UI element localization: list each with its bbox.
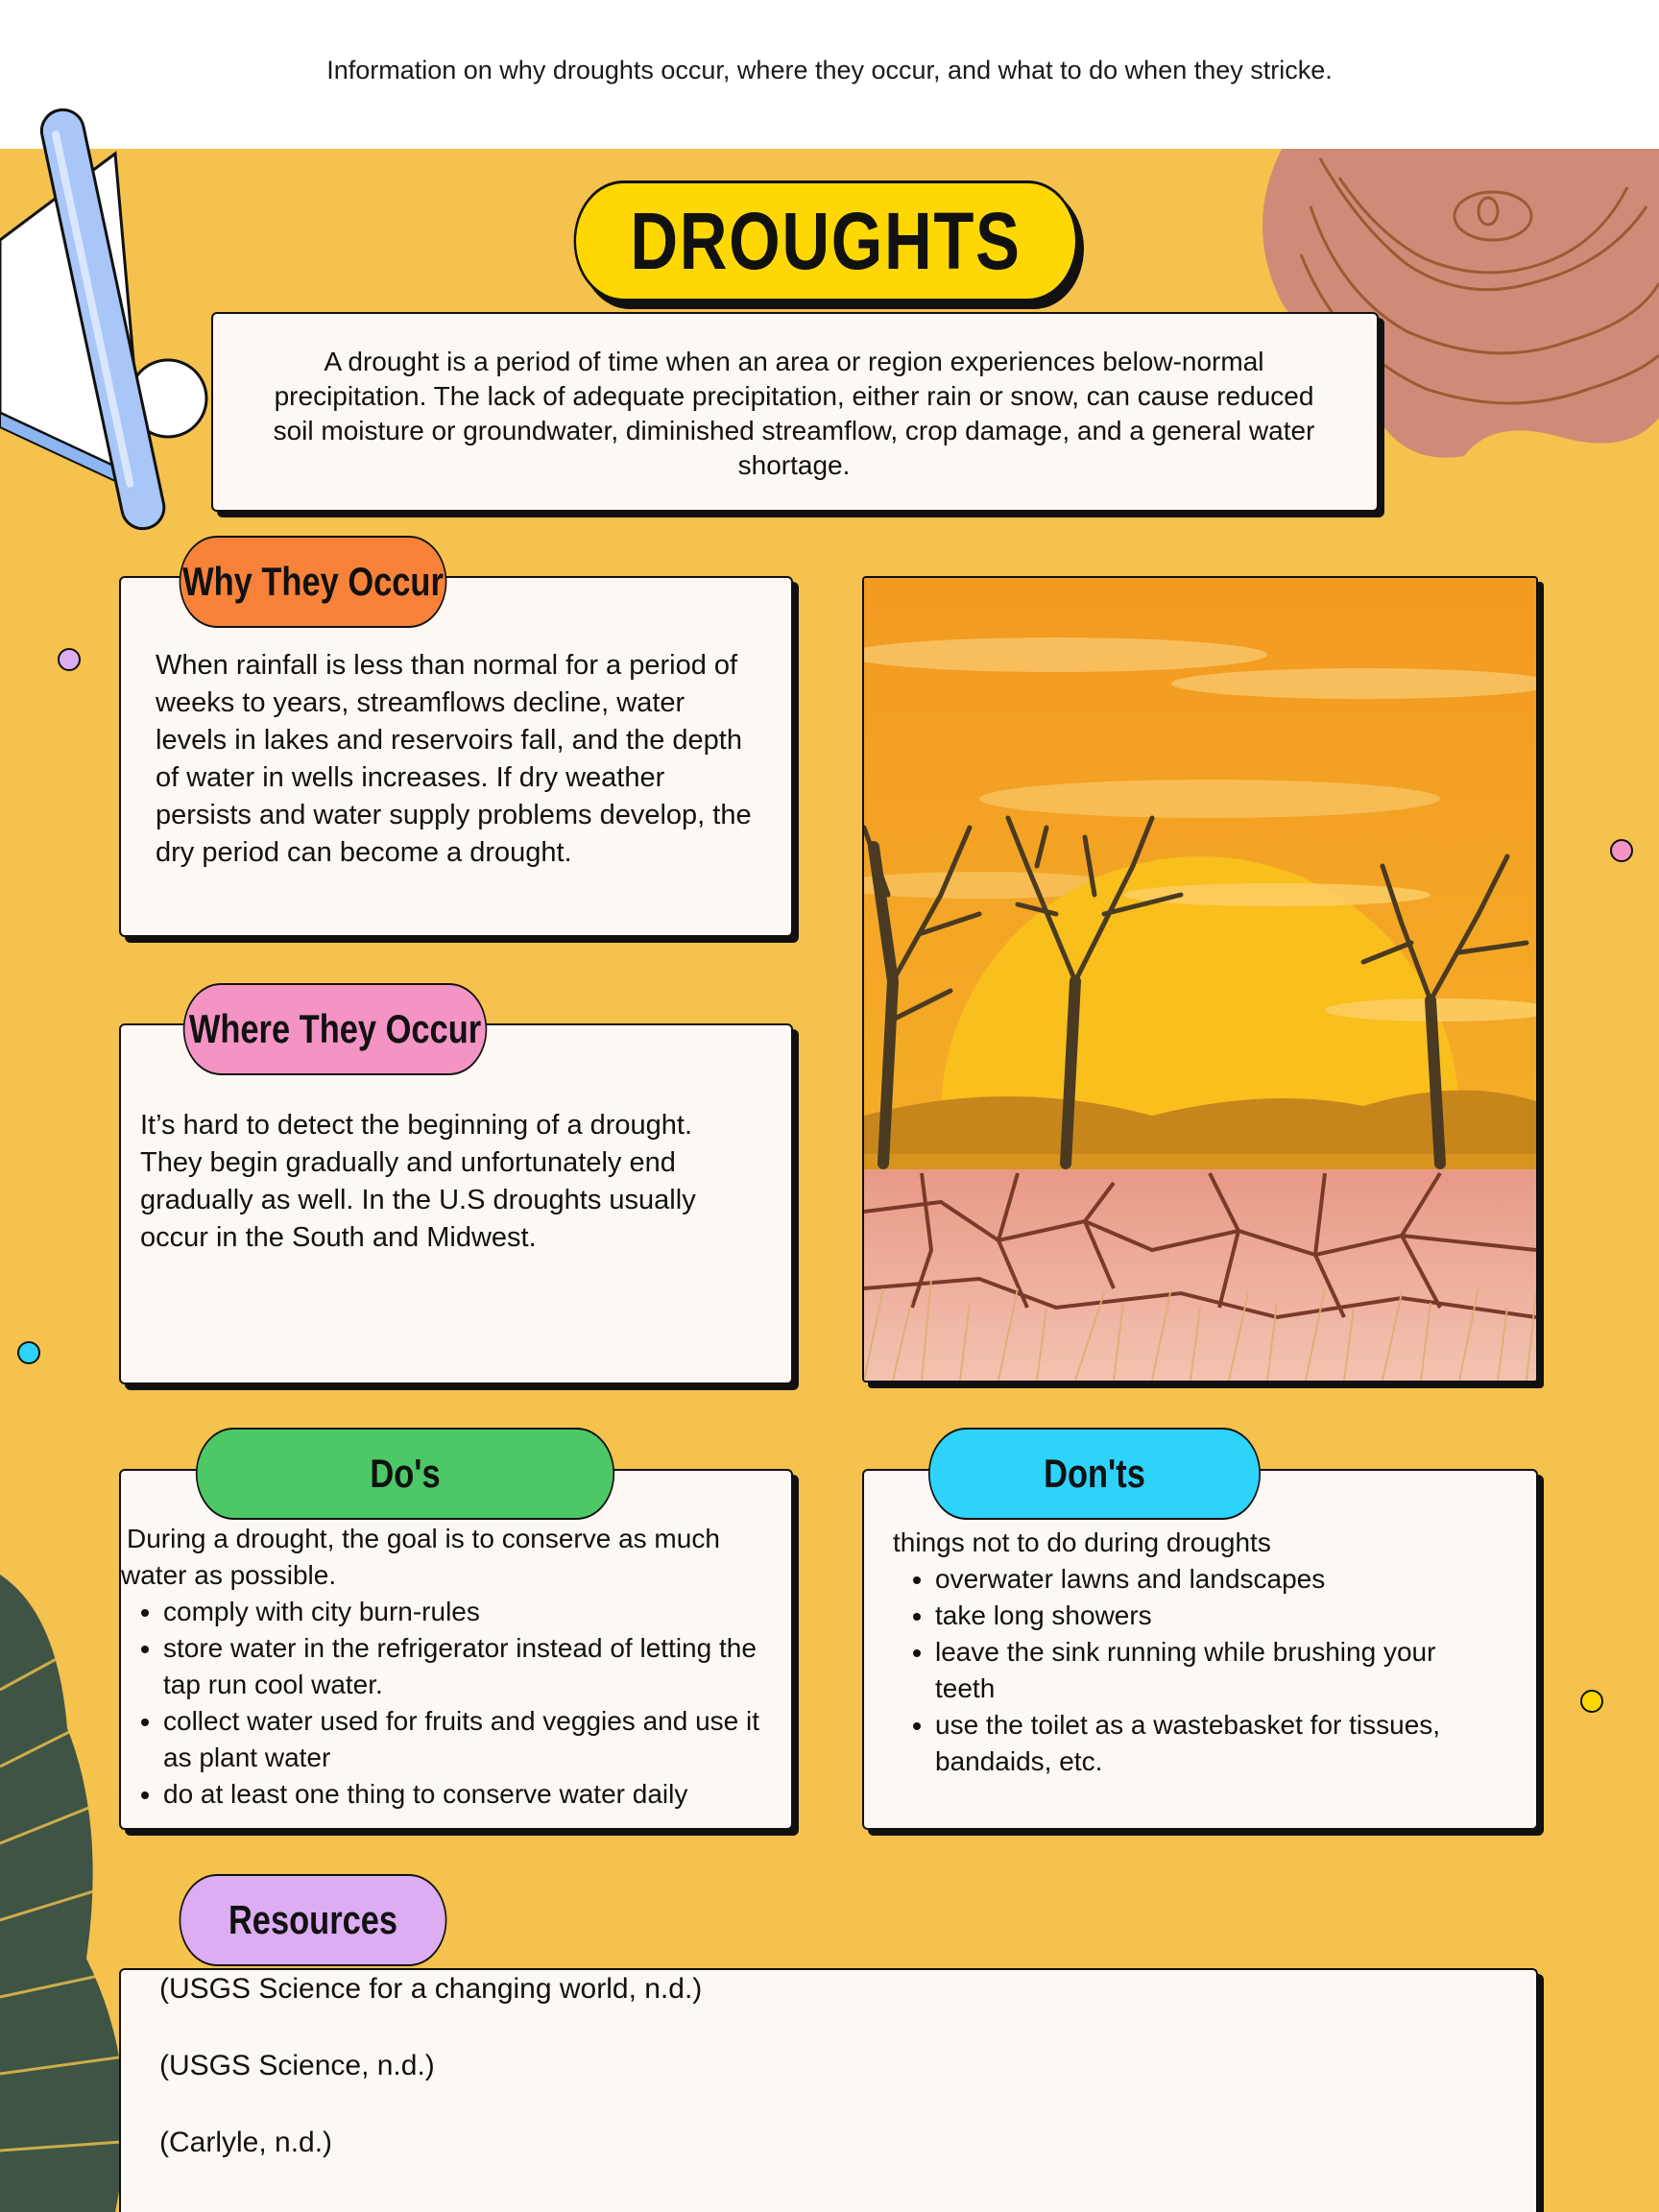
donts-intro: things not to do during droughts [893, 1527, 1271, 1557]
dos-list [121, 1594, 783, 1813]
donts-list [893, 1561, 1498, 1780]
resources-card [119, 1968, 1538, 2212]
definition-text: A drought is a period of time when an area or region experiences below-normal precipitation. The lack of adequate precipitation, either rain or snow, can cause reduced soil moisture or groundwater, diminished streamflow, crop damage, and a general water shortage. [273, 347, 1315, 480]
resource-item: (Carlyle, n.d.) [159, 2127, 333, 2158]
page-title: DROUGHTS [574, 180, 1078, 301]
resource-item: (USGS Science for a changing world, n.d.) [159, 1973, 703, 2005]
why-text: When rainfall is less than normal for a period of weeks to years, streamflows decline, water levels in lakes and reservoirs fall, and the depth of water in wells increases. If dry weather persists and water supply problems develop, the dry period can become a drought. [156, 650, 752, 868]
dos-heading: Do's [196, 1428, 614, 1520]
definition-card [211, 312, 1379, 512]
donts-heading: Don'ts [928, 1428, 1261, 1520]
donts-item: • leave the sink running while brushing your teeth [935, 1634, 1498, 1707]
donts-item: • overwater lawns and landscapes [935, 1561, 1498, 1598]
dot-yellow [1580, 1690, 1603, 1713]
donts-item: • take long showers [935, 1598, 1498, 1634]
where-card [119, 1023, 793, 1384]
dos-card [119, 1469, 793, 1830]
why-card [119, 576, 793, 937]
dot-purple [58, 648, 81, 671]
megaphone-icon [0, 96, 221, 538]
donts-item: • use the toilet as a wastebasket for tissues, bandaids, etc. [935, 1707, 1498, 1780]
donts-content [893, 1525, 1498, 1780]
dos-item: • do at least one thing to conserve water daily [163, 1776, 783, 1813]
where-heading: Where They Occur [183, 983, 488, 1075]
dos-item: • collect water used for fruits and veggies and use it as plant water [163, 1703, 783, 1776]
dos-item: • store water in the refrigerator instead of letting the tap run cool water. [163, 1630, 783, 1703]
why-heading: Why They Occur [180, 536, 447, 628]
dos-intro: During a drought, the goal is to conserve as much water as possible. [121, 1524, 720, 1590]
intro-text: Information on why droughts occur, where they occur, and what to do when they stricke. [326, 56, 1333, 84]
resource-item: (USGS Science, n.d.) [159, 2050, 435, 2081]
dot-pink [1610, 839, 1633, 862]
dos-content [121, 1521, 783, 1813]
resources-heading: Resources [180, 1874, 447, 1966]
dos-item: • comply with city burn-rules [163, 1594, 783, 1630]
drought-illustration-frame [862, 576, 1538, 1382]
donts-card [862, 1469, 1538, 1830]
drought-illustration [864, 578, 1536, 1381]
dot-blue [17, 1341, 40, 1364]
where-text: It’s hard to detect the beginning of a drought. They begin gradually and unfortunately end gradually as well. In the U.S droughts usually occur in the South and Midwest. [140, 1110, 696, 1253]
